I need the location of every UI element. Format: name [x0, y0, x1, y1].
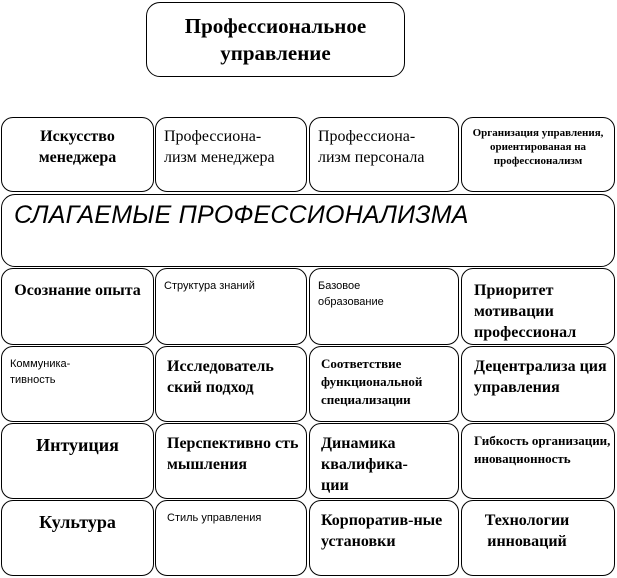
title-box [146, 2, 405, 77]
cell-management-style [155, 500, 307, 576]
components-banner [1, 194, 615, 267]
cell-text: Технологии инноваций [484, 512, 570, 550]
cell-functional-specialization [309, 346, 459, 422]
header-cell-text: Организация управления, ориентированая на профессионализм [472, 127, 604, 167]
cell-text: Базовое образование [318, 280, 384, 308]
cell-text: Гибкость организации, иновационность [474, 433, 611, 466]
cell-text: Динамика квалифика-ции [321, 435, 408, 494]
cell-experience-awareness [1, 268, 154, 345]
cell-culture [1, 500, 154, 576]
cell-innovation-technologies [461, 500, 615, 576]
header-cell-text: Профессиона-лизм менеджера [164, 128, 275, 166]
cell-knowledge-structure [155, 268, 307, 345]
cell-text: Осознание опыта [14, 282, 141, 299]
cell-text: Стиль управления [167, 512, 262, 524]
cell-text: Культура [39, 512, 116, 532]
header-cell-text: Профессиона-лизм персонала [318, 128, 425, 166]
cell-organization-flexibility [461, 423, 615, 499]
cell-text: Корпоратив-ные установки [321, 512, 443, 550]
header-cell-art-of-manager [1, 117, 154, 192]
cell-basic-education [309, 268, 459, 345]
header-cell-staff-professionalism [309, 117, 459, 192]
cell-intuition [1, 423, 154, 499]
cell-text: Исследователь ский подход [167, 358, 274, 396]
cell-text: Соответствие функциональной специализации [321, 356, 423, 407]
banner-text: СЛАГАЕМЫЕ ПРОФЕССИОНАЛИЗМА [14, 201, 469, 229]
header-cell-organization [461, 117, 615, 192]
cell-decentralization [461, 346, 615, 422]
title-text: Профессиональное управление [184, 13, 367, 65]
cell-text: Приоритет мотивации профессионал [474, 282, 577, 341]
cell-motivation-priority [461, 268, 615, 345]
header-cell-manager-professionalism [155, 117, 307, 192]
cell-text: Коммуника-тивность [10, 358, 71, 386]
cell-text: Перспективно сть мышления [167, 435, 299, 473]
cell-text: Децентрализа ция управления [474, 358, 607, 396]
cell-communicativeness [1, 346, 154, 422]
cell-research-approach [155, 346, 307, 422]
cell-text: Интуиция [36, 435, 119, 455]
cell-perspective-thinking [155, 423, 307, 499]
cell-qualification-dynamics [309, 423, 459, 499]
header-cell-text: Искусство менеджера [38, 128, 117, 166]
cell-corporate-attitudes [309, 500, 459, 576]
cell-text: Структура знаний [164, 280, 255, 292]
